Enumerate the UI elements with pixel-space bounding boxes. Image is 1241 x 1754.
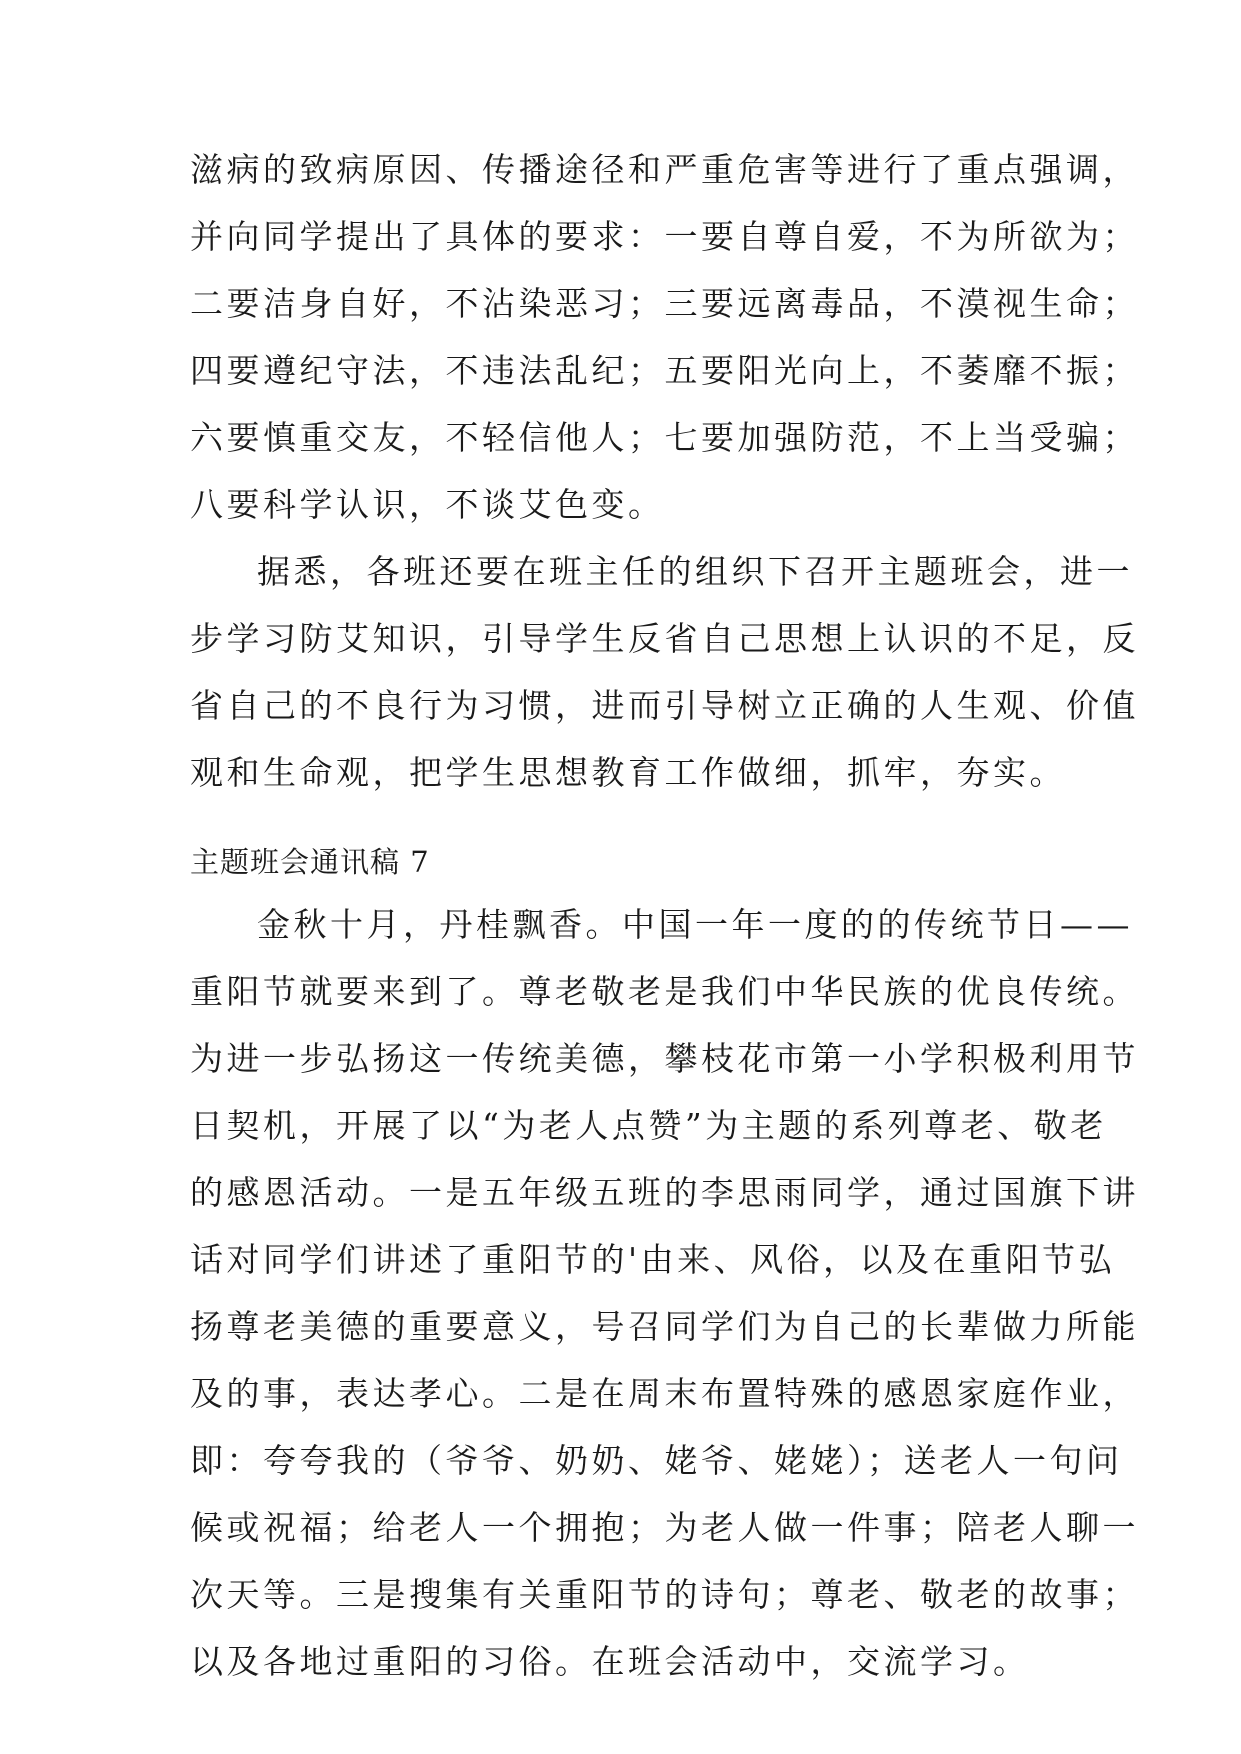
- paragraph-line: 步学习防艾知识，引导学生反省自己思想上认识的不足，反: [190, 619, 1139, 658]
- paragraph-line: 二要洁身自好，不沾染恶习；三要远离毒品，不漠视生命；: [190, 284, 1139, 323]
- paragraph-line: 扬尊老美德的重要意义，号召同学们为自己的长辈做力所能: [190, 1307, 1139, 1346]
- paragraph-line: 次天等。三是搜集有关重阳节的诗句；尊老、敬老的故事；: [190, 1575, 1139, 1614]
- paragraph-line: 以及各地过重阳的习俗。在班会活动中，交流学习。: [190, 1642, 1030, 1681]
- section-heading: 主题班会通讯稿 7: [190, 845, 430, 879]
- paragraph-line: 滋病的致病原因、传播途径和严重危害等进行了重点强调，: [190, 150, 1139, 189]
- paragraph-line: 省自己的不良行为习惯，进而引导树立正确的人生观、价值: [190, 686, 1139, 725]
- paragraph-line: 金秋十月，丹桂飘香。中国一年一度的的传统节日——: [257, 905, 1133, 944]
- paragraph-line: 四要遵纪守法，不违法乱纪；五要阳光向上，不萎靡不振；: [190, 351, 1139, 390]
- paragraph-line: 六要慎重交友，不轻信他人；七要加强防范，不上当受骗；: [190, 418, 1139, 457]
- paragraph-line: 观和生命观，把学生思想教育工作做细，抓牢，夯实。: [190, 753, 1066, 792]
- paragraph-line: 的感恩活动。一是五年级五班的李思雨同学，通过国旗下讲: [190, 1173, 1139, 1212]
- paragraph-line: 即：夸夸我的（爷爷、奶奶、姥爷、姥姥）；送老人一句问: [190, 1441, 1123, 1480]
- paragraph-line: 及的事，表达孝心。二是在周末布置特殊的感恩家庭作业，: [190, 1374, 1139, 1413]
- paragraph-line: 话对同学们讲述了重阳节的'由来、风俗，以及在重阳节弘: [190, 1240, 1116, 1279]
- paragraph-line: 候或祝福；给老人一个拥抱；为老人做一件事；陪老人聊一: [190, 1508, 1139, 1547]
- paragraph-line: 为进一步弘扬这一传统美德，攀枝花市第一小学积极利用节: [190, 1039, 1139, 1078]
- paragraph-line: 据悉，各班还要在班主任的组织下召开主题班会，进一: [257, 552, 1133, 591]
- paragraph-line: 重阳节就要来到了。尊老敬老是我们中华民族的优良传统。: [190, 972, 1139, 1011]
- paragraph-line: 并向同学提出了具体的要求：一要自尊自爱，不为所欲为；: [190, 217, 1139, 256]
- paragraph-line: 日契机，开展了以“为老人点赞”为主题的系列尊老、敬老: [190, 1106, 1107, 1145]
- paragraph-line: 八要科学认识，不谈艾色变。: [190, 485, 665, 524]
